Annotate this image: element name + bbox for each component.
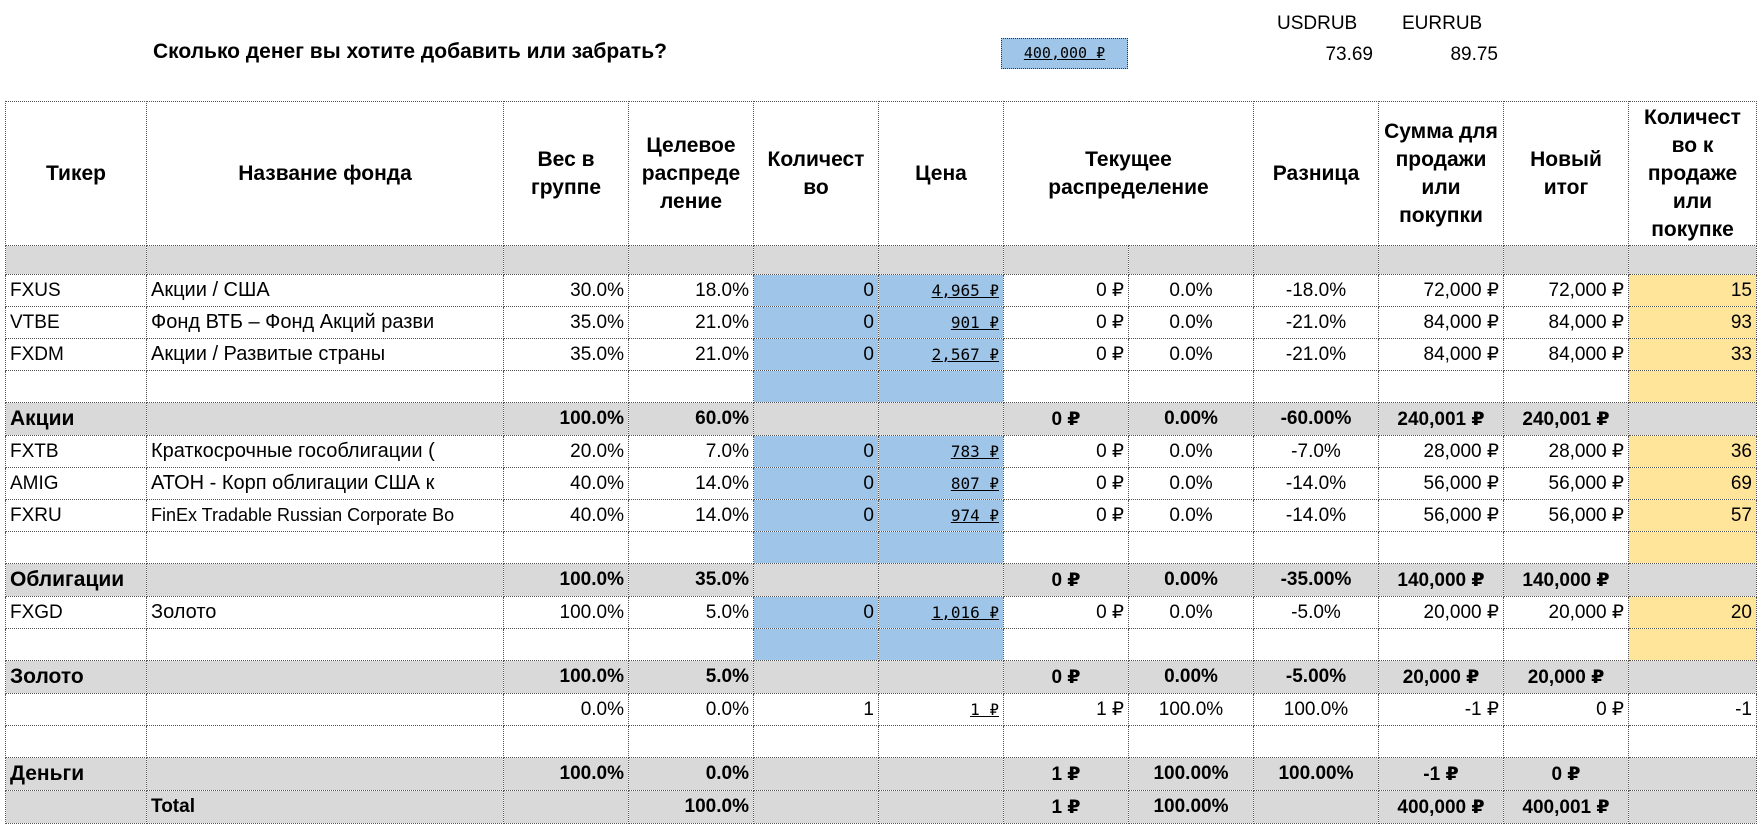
spacer-row bbox=[6, 246, 1757, 275]
current-pct-cell[interactable]: 0.0% bbox=[1129, 339, 1254, 371]
cell[interactable] bbox=[1629, 246, 1757, 275]
blank-row bbox=[6, 629, 1757, 661]
new-total-cell[interactable]: 56,000 ₽ bbox=[1504, 468, 1629, 500]
fund-name-cell[interactable]: Акции / Развитые страны bbox=[147, 339, 504, 371]
new-total-cell[interactable]: 84,000 ₽ bbox=[1504, 339, 1629, 371]
ticker-cell[interactable]: FXRU bbox=[6, 500, 147, 532]
weight-cell[interactable]: 35.0% bbox=[504, 339, 629, 371]
sum-cell[interactable]: 140,000 ₽ bbox=[1379, 564, 1504, 597]
cell[interactable] bbox=[1004, 246, 1129, 275]
target-cell[interactable]: 60.0% bbox=[629, 403, 754, 436]
cell[interactable] bbox=[1629, 661, 1757, 694]
price-input-cell[interactable] bbox=[879, 532, 1004, 564]
qty-input-cell[interactable]: 0 bbox=[754, 436, 879, 468]
qty-input-cell[interactable] bbox=[754, 629, 879, 661]
col-fund-name[interactable]: Название фонда bbox=[147, 102, 504, 246]
cell[interactable] bbox=[879, 791, 1004, 824]
cell[interactable] bbox=[1379, 629, 1504, 661]
cell[interactable] bbox=[629, 532, 754, 564]
current-pct-cell[interactable]: 100.00% bbox=[1129, 791, 1254, 824]
target-cell[interactable]: 0.0% bbox=[629, 694, 754, 726]
price-input-cell[interactable] bbox=[879, 371, 1004, 403]
amount-input-cell[interactable]: 400,000 ₽ bbox=[1001, 38, 1128, 69]
sum-cell[interactable]: 240,001 ₽ bbox=[1379, 403, 1504, 436]
table-row bbox=[6, 468, 1757, 500]
new-total-cell[interactable]: 56,000 ₽ bbox=[1504, 500, 1629, 532]
cell[interactable] bbox=[147, 661, 504, 694]
cell[interactable] bbox=[754, 403, 879, 436]
fund-name-cell[interactable]: Фонд ВТБ – Фонд Акций разви bbox=[147, 307, 504, 339]
current-pct-cell[interactable]: 0.0% bbox=[1129, 307, 1254, 339]
qty-input-cell[interactable]: 0 bbox=[754, 597, 879, 629]
target-cell[interactable]: 18.0% bbox=[629, 275, 754, 307]
new-total-cell[interactable]: 72,000 ₽ bbox=[1504, 275, 1629, 307]
sum-cell[interactable]: -1 ₽ bbox=[1379, 758, 1504, 791]
cell[interactable] bbox=[147, 403, 504, 436]
cell[interactable] bbox=[1254, 532, 1379, 564]
cell[interactable] bbox=[1254, 246, 1379, 275]
current-value-cell[interactable]: 1 ₽ bbox=[1004, 694, 1129, 726]
cell[interactable] bbox=[1129, 246, 1254, 275]
current-pct-cell[interactable]: 100.00% bbox=[1129, 758, 1254, 791]
cell[interactable] bbox=[147, 246, 504, 275]
cell[interactable] bbox=[1129, 371, 1254, 403]
group-label-cell[interactable]: Облигации bbox=[6, 564, 147, 597]
sum-cell[interactable]: -1 ₽ bbox=[1379, 694, 1504, 726]
col-qty[interactable]: Количест во bbox=[754, 102, 879, 246]
fund-name-cell[interactable] bbox=[147, 694, 504, 726]
current-value-cell[interactable]: 0 ₽ bbox=[1004, 661, 1129, 694]
col-weight[interactable]: Вес в группе bbox=[504, 102, 629, 246]
cell[interactable] bbox=[147, 726, 504, 758]
diff-cell[interactable]: -21.0% bbox=[1254, 339, 1379, 371]
ticker-cell[interactable]: FXGD bbox=[6, 597, 147, 629]
diff-cell[interactable]: -14.0% bbox=[1254, 500, 1379, 532]
cell[interactable] bbox=[754, 564, 879, 597]
eurrub-label: EURRUB bbox=[1402, 13, 1483, 34]
cell[interactable] bbox=[1629, 564, 1757, 597]
target-cell[interactable]: 5.0% bbox=[629, 661, 754, 694]
current-value-cell[interactable]: 0 ₽ bbox=[1004, 275, 1129, 307]
group-row-zoloto bbox=[6, 661, 1757, 694]
ticker-cell[interactable] bbox=[6, 694, 147, 726]
cell[interactable] bbox=[1629, 758, 1757, 791]
new-total-cell[interactable]: 84,000 ₽ bbox=[1504, 307, 1629, 339]
price-input-cell[interactable]: 901 ₽ bbox=[879, 307, 1004, 339]
cell[interactable] bbox=[879, 246, 1004, 275]
current-pct-cell[interactable]: 0.00% bbox=[1129, 661, 1254, 694]
current-pct-cell[interactable]: 0.00% bbox=[1129, 403, 1254, 436]
current-pct-cell[interactable]: 0.0% bbox=[1129, 436, 1254, 468]
ticker-cell[interactable]: FXTB bbox=[6, 436, 147, 468]
cell[interactable] bbox=[6, 726, 147, 758]
price-input-cell[interactable]: 1,016 ₽ bbox=[879, 597, 1004, 629]
trade-qty-cell[interactable]: 36 bbox=[1629, 436, 1757, 468]
current-value-cell[interactable]: 0 ₽ bbox=[1004, 307, 1129, 339]
cell[interactable] bbox=[1004, 371, 1129, 403]
cell[interactable] bbox=[504, 532, 629, 564]
sum-cell[interactable]: 84,000 ₽ bbox=[1379, 339, 1504, 371]
cell[interactable] bbox=[879, 726, 1004, 758]
trade-qty-cell[interactable]: 15 bbox=[1629, 275, 1757, 307]
cell[interactable] bbox=[754, 791, 879, 824]
target-cell[interactable]: 14.0% bbox=[629, 468, 754, 500]
cell[interactable] bbox=[1004, 532, 1129, 564]
cell[interactable] bbox=[754, 726, 879, 758]
new-total-cell[interactable]: 0 ₽ bbox=[1504, 758, 1629, 791]
cell[interactable] bbox=[6, 532, 147, 564]
cell[interactable] bbox=[504, 791, 629, 824]
cell[interactable] bbox=[1379, 246, 1504, 275]
ticker-cell[interactable]: FXUS bbox=[6, 275, 147, 307]
weight-cell[interactable]: 100.0% bbox=[504, 403, 629, 436]
cell[interactable] bbox=[629, 371, 754, 403]
weight-cell[interactable]: 100.0% bbox=[504, 758, 629, 791]
withdraw-add-question: Сколько денег вы хотите добавить или забрать? bbox=[153, 40, 667, 63]
cell[interactable] bbox=[6, 371, 147, 403]
blank-row bbox=[6, 726, 1757, 758]
cell[interactable] bbox=[6, 791, 147, 824]
col-price[interactable]: Цена bbox=[879, 102, 1004, 246]
cell[interactable] bbox=[147, 758, 504, 791]
col-current[interactable]: Текущее распределение bbox=[1004, 102, 1254, 246]
current-value-cell[interactable]: 1 ₽ bbox=[1004, 758, 1129, 791]
target-cell[interactable]: 14.0% bbox=[629, 500, 754, 532]
diff-cell[interactable]: 100.0% bbox=[1254, 694, 1379, 726]
trade-qty-cell[interactable] bbox=[1629, 371, 1757, 403]
current-value-cell[interactable]: 0 ₽ bbox=[1004, 468, 1129, 500]
cell[interactable] bbox=[147, 371, 504, 403]
cell[interactable] bbox=[754, 661, 879, 694]
table-row bbox=[6, 307, 1757, 339]
new-total-cell[interactable]: 240,001 ₽ bbox=[1504, 403, 1629, 436]
current-value-cell[interactable]: 1 ₽ bbox=[1004, 791, 1129, 824]
new-total-cell[interactable]: 140,000 ₽ bbox=[1504, 564, 1629, 597]
cell[interactable] bbox=[1129, 629, 1254, 661]
cell[interactable] bbox=[504, 246, 629, 275]
current-value-cell[interactable]: 0 ₽ bbox=[1004, 564, 1129, 597]
cell[interactable] bbox=[629, 726, 754, 758]
new-total-cell[interactable]: 28,000 ₽ bbox=[1504, 436, 1629, 468]
col-new-total[interactable]: Новый итог bbox=[1504, 102, 1629, 246]
ticker-cell[interactable]: VTBE bbox=[6, 307, 147, 339]
diff-cell[interactable]: -21.0% bbox=[1254, 307, 1379, 339]
group-row-akcii bbox=[6, 403, 1757, 436]
cash-row bbox=[6, 694, 1757, 726]
price-input-cell[interactable]: 2,567 ₽ bbox=[879, 339, 1004, 371]
total-row bbox=[6, 791, 1757, 824]
trade-qty-cell[interactable]: -1 bbox=[1629, 694, 1757, 726]
trade-qty-cell[interactable]: 33 bbox=[1629, 339, 1757, 371]
fund-name-cell[interactable]: Золото bbox=[147, 597, 504, 629]
group-row-dengi bbox=[6, 758, 1757, 791]
current-pct-cell[interactable]: 100.0% bbox=[1129, 694, 1254, 726]
weight-cell[interactable]: 40.0% bbox=[504, 500, 629, 532]
qty-input-cell[interactable]: 0 bbox=[754, 307, 879, 339]
qty-input-cell[interactable]: 0 bbox=[754, 275, 879, 307]
weight-cell[interactable]: 40.0% bbox=[504, 468, 629, 500]
target-cell[interactable]: 0.0% bbox=[629, 758, 754, 791]
current-pct-cell[interactable]: 0.0% bbox=[1129, 500, 1254, 532]
cell[interactable] bbox=[754, 758, 879, 791]
weight-cell[interactable]: 100.0% bbox=[504, 597, 629, 629]
current-value-cell[interactable]: 0 ₽ bbox=[1004, 500, 1129, 532]
cell[interactable] bbox=[1254, 791, 1379, 824]
price-input-cell[interactable]: 783 ₽ bbox=[879, 436, 1004, 468]
current-pct-cell[interactable]: 0.0% bbox=[1129, 468, 1254, 500]
cell[interactable] bbox=[1504, 371, 1629, 403]
price-cell[interactable]: 1 ₽ bbox=[879, 694, 1004, 726]
group-label-cell[interactable]: Деньги bbox=[6, 758, 147, 791]
new-total-cell[interactable]: 0 ₽ bbox=[1504, 694, 1629, 726]
target-cell[interactable]: 35.0% bbox=[629, 564, 754, 597]
sum-cell[interactable]: 20,000 ₽ bbox=[1379, 597, 1504, 629]
qty-input-cell[interactable] bbox=[754, 371, 879, 403]
qty-cell[interactable]: 1 bbox=[754, 694, 879, 726]
cell[interactable] bbox=[1629, 403, 1757, 436]
price-input-cell[interactable]: 974 ₽ bbox=[879, 500, 1004, 532]
cell[interactable] bbox=[754, 246, 879, 275]
cell[interactable] bbox=[1504, 246, 1629, 275]
new-total-cell[interactable]: 400,001 ₽ bbox=[1504, 791, 1629, 824]
group-label-cell[interactable]: Золото bbox=[6, 661, 147, 694]
total-label-cell[interactable]: Total bbox=[147, 791, 504, 824]
cell[interactable] bbox=[1629, 726, 1757, 758]
usdrub-label: USDRUB bbox=[1277, 13, 1358, 34]
ticker-cell[interactable]: FXDM bbox=[6, 339, 147, 371]
table-row bbox=[6, 275, 1757, 307]
portfolio-table bbox=[5, 101, 1757, 824]
cell[interactable] bbox=[629, 629, 754, 661]
cell[interactable] bbox=[1254, 726, 1379, 758]
cell[interactable] bbox=[879, 564, 1004, 597]
table-row bbox=[6, 339, 1757, 371]
diff-cell[interactable]: -5.00% bbox=[1254, 661, 1379, 694]
cell[interactable] bbox=[1379, 532, 1504, 564]
diff-cell[interactable]: 100.00% bbox=[1254, 758, 1379, 791]
blank-row bbox=[6, 371, 1757, 403]
group-label-cell[interactable]: Акции bbox=[6, 403, 147, 436]
sum-cell[interactable]: 56,000 ₽ bbox=[1379, 468, 1504, 500]
blank-row bbox=[6, 532, 1757, 564]
cell[interactable] bbox=[1004, 726, 1129, 758]
fund-name-cell[interactable]: Краткосрочные гособлигации ( bbox=[147, 436, 504, 468]
cell[interactable] bbox=[1129, 532, 1254, 564]
target-cell[interactable]: 100.0% bbox=[629, 791, 754, 824]
sum-cell[interactable]: 20,000 ₽ bbox=[1379, 661, 1504, 694]
eurrub-value[interactable]: 89.75 bbox=[1450, 44, 1498, 65]
sum-cell[interactable]: 84,000 ₽ bbox=[1379, 307, 1504, 339]
cell[interactable] bbox=[629, 246, 754, 275]
table-row bbox=[6, 436, 1757, 468]
cell[interactable] bbox=[1379, 371, 1504, 403]
cell[interactable] bbox=[1129, 726, 1254, 758]
group-row-obligacii bbox=[6, 564, 1757, 597]
diff-cell[interactable]: -5.0% bbox=[1254, 597, 1379, 629]
cell[interactable] bbox=[879, 403, 1004, 436]
cell[interactable] bbox=[504, 726, 629, 758]
fund-name-cell[interactable]: АТОН - Корп облигации США к bbox=[147, 468, 504, 500]
cell[interactable] bbox=[6, 629, 147, 661]
cell[interactable] bbox=[1504, 532, 1629, 564]
target-cell[interactable]: 21.0% bbox=[629, 307, 754, 339]
current-pct-cell[interactable]: 0.00% bbox=[1129, 564, 1254, 597]
new-total-cell[interactable]: 20,000 ₽ bbox=[1504, 661, 1629, 694]
qty-input-cell[interactable]: 0 bbox=[754, 500, 879, 532]
qty-input-cell[interactable]: 0 bbox=[754, 468, 879, 500]
cell[interactable] bbox=[879, 661, 1004, 694]
trade-qty-cell[interactable] bbox=[1629, 629, 1757, 661]
col-diff[interactable]: Разница bbox=[1254, 102, 1379, 246]
weight-cell[interactable]: 20.0% bbox=[504, 436, 629, 468]
diff-cell[interactable]: -7.0% bbox=[1254, 436, 1379, 468]
cell[interactable] bbox=[147, 629, 504, 661]
table-row bbox=[6, 500, 1757, 532]
new-total-cell[interactable]: 20,000 ₽ bbox=[1504, 597, 1629, 629]
col-target[interactable]: Целевое распреде ление bbox=[629, 102, 754, 246]
target-cell[interactable]: 7.0% bbox=[629, 436, 754, 468]
diff-cell[interactable]: -18.0% bbox=[1254, 275, 1379, 307]
table-row bbox=[6, 597, 1757, 629]
cell[interactable] bbox=[504, 629, 629, 661]
cell[interactable] bbox=[147, 564, 504, 597]
target-cell[interactable]: 5.0% bbox=[629, 597, 754, 629]
diff-cell[interactable]: -35.00% bbox=[1254, 564, 1379, 597]
target-cell[interactable]: 21.0% bbox=[629, 339, 754, 371]
cell[interactable] bbox=[1004, 629, 1129, 661]
sum-cell[interactable]: 28,000 ₽ bbox=[1379, 436, 1504, 468]
trade-qty-cell[interactable]: 93 bbox=[1629, 307, 1757, 339]
current-pct-cell[interactable]: 0.0% bbox=[1129, 275, 1254, 307]
trade-qty-cell[interactable]: 57 bbox=[1629, 500, 1757, 532]
weight-cell[interactable]: 100.0% bbox=[504, 661, 629, 694]
sum-cell[interactable]: 400,000 ₽ bbox=[1379, 791, 1504, 824]
cell[interactable] bbox=[1379, 726, 1504, 758]
usdrub-value[interactable]: 73.69 bbox=[1325, 44, 1373, 65]
current-value-cell[interactable]: 0 ₽ bbox=[1004, 436, 1129, 468]
price-input-cell[interactable] bbox=[879, 629, 1004, 661]
trade-qty-cell[interactable]: 69 bbox=[1629, 468, 1757, 500]
trade-qty-cell[interactable] bbox=[1629, 532, 1757, 564]
current-value-cell[interactable]: 0 ₽ bbox=[1004, 597, 1129, 629]
qty-input-cell[interactable]: 0 bbox=[754, 339, 879, 371]
cell[interactable] bbox=[147, 532, 504, 564]
ticker-cell[interactable]: AMIG bbox=[6, 468, 147, 500]
cell[interactable] bbox=[504, 371, 629, 403]
diff-cell[interactable]: -14.0% bbox=[1254, 468, 1379, 500]
cell[interactable] bbox=[1504, 726, 1629, 758]
cell[interactable] bbox=[1504, 629, 1629, 661]
current-pct-cell[interactable]: 0.0% bbox=[1129, 597, 1254, 629]
header-row bbox=[6, 102, 1757, 246]
sum-cell[interactable]: 72,000 ₽ bbox=[1379, 275, 1504, 307]
current-value-cell[interactable]: 0 ₽ bbox=[1004, 339, 1129, 371]
cell[interactable] bbox=[1629, 791, 1757, 824]
weight-cell[interactable]: 35.0% bbox=[504, 307, 629, 339]
diff-cell[interactable]: -60.00% bbox=[1254, 403, 1379, 436]
col-qty-trade[interactable]: Количест во к продаже или покупке bbox=[1629, 102, 1757, 246]
fund-name-cell[interactable]: FinEx Tradable Russian Corporate Bo bbox=[147, 500, 504, 532]
weight-cell[interactable]: 100.0% bbox=[504, 564, 629, 597]
fund-name-cell[interactable]: Акции / США bbox=[147, 275, 504, 307]
cell[interactable] bbox=[1254, 629, 1379, 661]
qty-input-cell[interactable] bbox=[754, 532, 879, 564]
price-input-cell[interactable]: 4,965 ₽ bbox=[879, 275, 1004, 307]
cell[interactable] bbox=[6, 246, 147, 275]
cell[interactable] bbox=[1254, 371, 1379, 403]
col-ticker[interactable]: Тикер bbox=[6, 102, 147, 246]
price-input-cell[interactable]: 807 ₽ bbox=[879, 468, 1004, 500]
trade-qty-cell[interactable]: 20 bbox=[1629, 597, 1757, 629]
cell[interactable] bbox=[879, 758, 1004, 791]
sum-cell[interactable]: 56,000 ₽ bbox=[1379, 500, 1504, 532]
weight-cell[interactable]: 0.0% bbox=[504, 694, 629, 726]
col-sum[interactable]: Сумма для продажи или покупки bbox=[1379, 102, 1504, 246]
current-value-cell[interactable]: 0 ₽ bbox=[1004, 403, 1129, 436]
weight-cell[interactable]: 30.0% bbox=[504, 275, 629, 307]
